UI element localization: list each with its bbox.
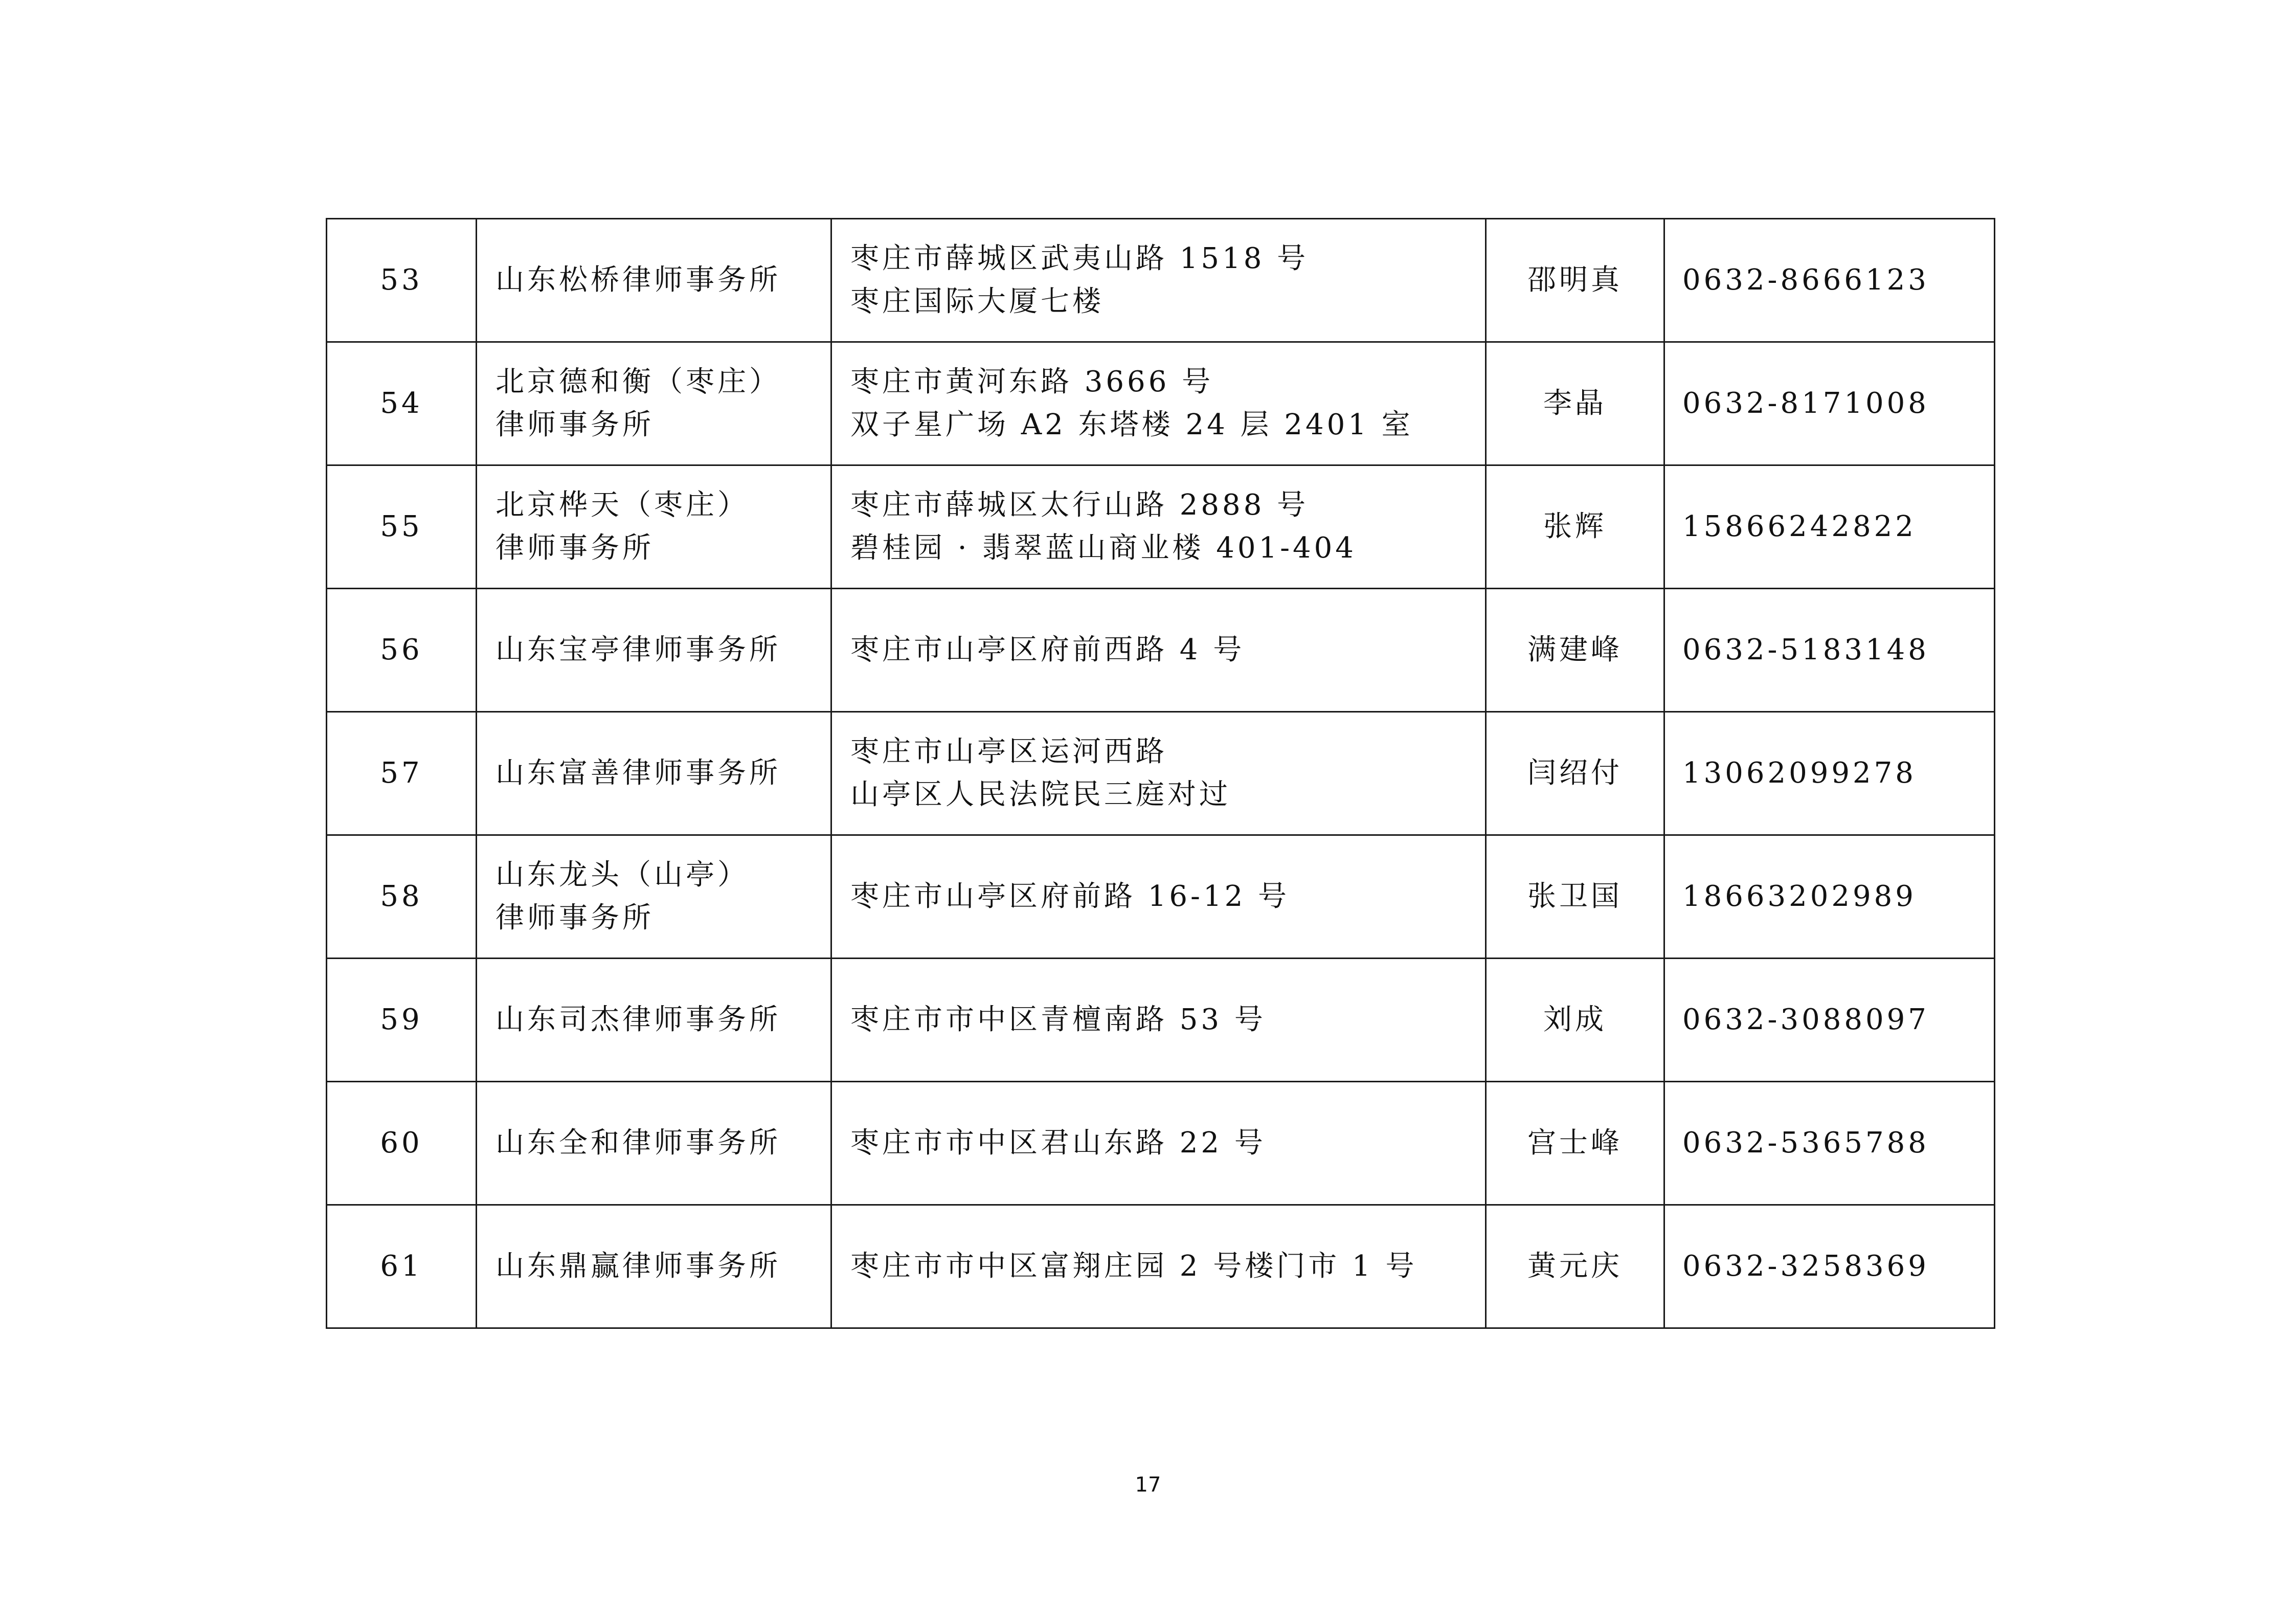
address-line: 枣庄市山亭区运河西路: [850, 735, 1167, 768]
row-number: 54: [327, 342, 477, 465]
phone-number: 13062099278: [1664, 712, 1995, 835]
address-line: 枣庄市山亭区府前路 16-12 号: [850, 880, 1290, 913]
address-line: 枣庄市市中区青檀南路 53 号: [850, 1003, 1266, 1036]
firm-name-line: 律师事务所: [496, 408, 654, 441]
address-line: 枣庄市薛城区武夷山路 1518 号: [850, 242, 1309, 275]
address: [831, 1082, 1486, 1205]
firm-name-line: 山东富善律师事务所: [496, 757, 781, 790]
row-number: 57: [327, 712, 477, 835]
firm-name: [477, 219, 831, 342]
table-row: [327, 219, 1995, 342]
table-row: [327, 712, 1995, 835]
address: [831, 712, 1486, 835]
address: [831, 589, 1486, 712]
address-line: 枣庄市市中区富翔庄园 2 号楼门市 1 号: [850, 1250, 1417, 1283]
row-number: 60: [327, 1082, 477, 1205]
row-number: 55: [327, 465, 477, 589]
contact-person: 张辉: [1486, 465, 1664, 589]
page-number: 17: [1135, 1473, 1161, 1497]
firm-name-line: 山东司杰律师事务所: [496, 1003, 781, 1036]
address-line: 枣庄市山亭区府前西路 4 号: [850, 633, 1245, 666]
row-number: 61: [327, 1205, 477, 1328]
table-body: [327, 219, 1995, 1328]
firm-name: [477, 959, 831, 1082]
phone-number: 18663202989: [1664, 835, 1995, 959]
firm-name: [477, 342, 831, 465]
contact-person: 邵明真: [1486, 219, 1664, 342]
phone-number: 0632-5365788: [1664, 1082, 1995, 1205]
firm-name-line: 北京德和衡（枣庄）: [496, 365, 781, 398]
phone-number: 0632-3088097: [1664, 959, 1995, 1082]
row-number: 59: [327, 959, 477, 1082]
phone-number: 0632-3258369: [1664, 1205, 1995, 1328]
firm-name-line: 律师事务所: [496, 531, 654, 565]
address: [831, 342, 1486, 465]
contact-person: 张卫国: [1486, 835, 1664, 959]
row-number: 56: [327, 589, 477, 712]
address-line: 枣庄国际大厦七楼: [850, 285, 1104, 318]
contact-person: 刘成: [1486, 959, 1664, 1082]
firm-name-line: 山东龙头（山亭）: [496, 858, 749, 892]
firm-name: [477, 712, 831, 835]
firm-name-line: 山东鼎赢律师事务所: [496, 1250, 781, 1283]
contact-person: 满建峰: [1486, 589, 1664, 712]
firm-name-line: 律师事务所: [496, 901, 654, 935]
firm-name: [477, 1205, 831, 1328]
address: [831, 465, 1486, 589]
table-row: [327, 589, 1995, 712]
contact-person: 闫绍付: [1486, 712, 1664, 835]
row-number: 58: [327, 835, 477, 959]
phone-number: 0632-8666123: [1664, 219, 1995, 342]
address: [831, 835, 1486, 959]
address: [831, 959, 1486, 1082]
firm-name: [477, 465, 831, 589]
table-row: [327, 342, 1995, 465]
phone-number: 0632-5183148: [1664, 589, 1995, 712]
row-number: 53: [327, 219, 477, 342]
firm-name-line: 山东宝亭律师事务所: [496, 633, 781, 666]
address-line: 碧桂园 · 翡翠蓝山商业楼 401-404: [850, 531, 1357, 565]
table-row: [327, 1205, 1995, 1328]
address-line: 枣庄市黄河东路 3666 号: [850, 365, 1214, 398]
table-row: [327, 1082, 1995, 1205]
address-line: 枣庄市薛城区太行山路 2888 号: [850, 488, 1309, 522]
table-row: [327, 835, 1995, 959]
table-row: [327, 465, 1995, 589]
address-line: 山亭区人民法院民三庭对过: [850, 778, 1231, 811]
address-line: 双子星广场 A2 东塔楼 24 层 2401 室: [850, 408, 1413, 441]
address-line: 枣庄市市中区君山东路 22 号: [850, 1126, 1266, 1160]
address: [831, 219, 1486, 342]
contact-person: 宫士峰: [1486, 1082, 1664, 1205]
firm-name-line: 山东松桥律师事务所: [496, 263, 781, 297]
firm-name: [477, 835, 831, 959]
phone-number: 15866242822: [1664, 465, 1995, 589]
firm-name-line: 山东全和律师事务所: [496, 1126, 781, 1160]
contact-person: 李晶: [1486, 342, 1664, 465]
firm-name-line: 北京桦天（枣庄）: [496, 488, 749, 522]
law-firm-directory-table: [326, 218, 1995, 1329]
table-row: [327, 959, 1995, 1082]
firm-name: [477, 1082, 831, 1205]
phone-number: 0632-8171008: [1664, 342, 1995, 465]
address: [831, 1205, 1486, 1328]
contact-person: 黄元庆: [1486, 1205, 1664, 1328]
firm-name: [477, 589, 831, 712]
